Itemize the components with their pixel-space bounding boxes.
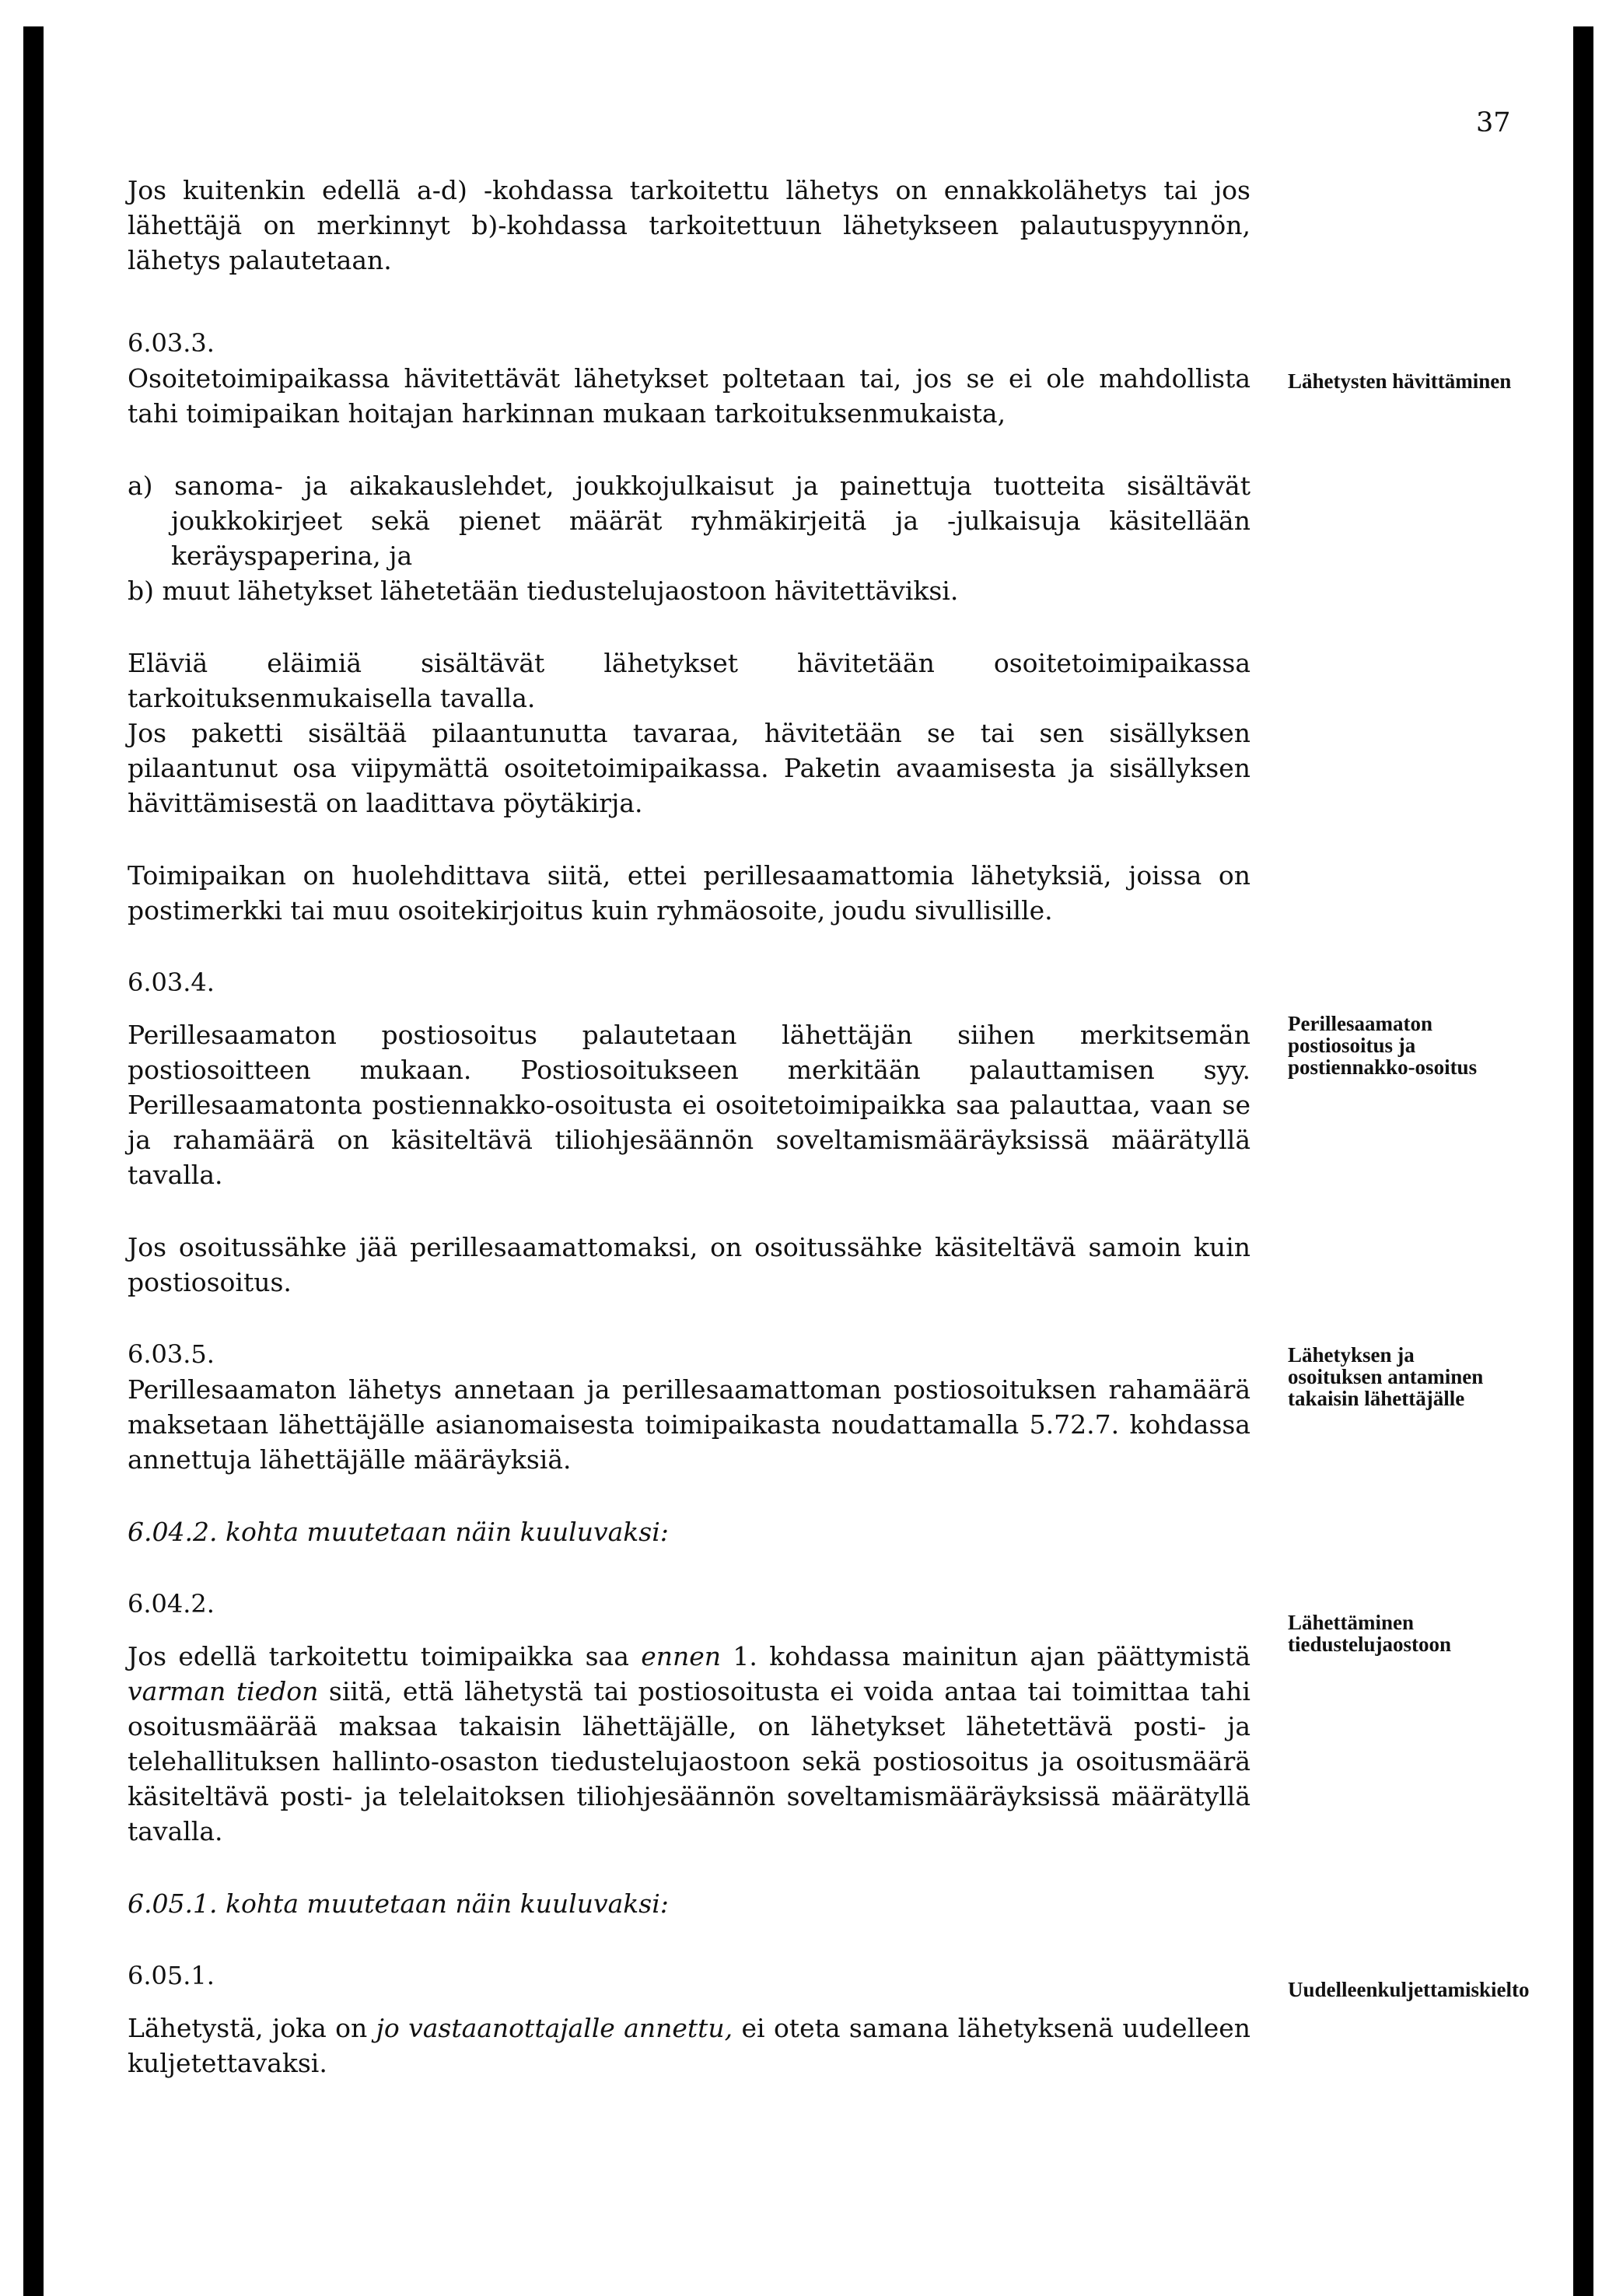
section-number-6-03-5: 6.03.5.	[128, 1339, 215, 1369]
document-body	[128, 173, 1250, 2081]
change-note-6-04-2-text: 6.04.2. kohta muutetaan näin kuuluvaksi:	[128, 1517, 669, 1547]
left-border-bar	[23, 26, 44, 2296]
margin-note-lahettaminen: Lähettäminen tiedustelujaostoon	[1288, 1611, 1452, 1656]
section-6-03-5-paragraph: Perillesaamaton lähetys annetaan ja perillesaamattoman postiosoituksen rahamäärä maksetaan lähettäjälle asianomaisesta toimipaikasta noudattamalla 5.72.7. kohdassa annettuja lähettäjälle määräyksiä.	[128, 1374, 1250, 1475]
section-6-05-1-paragraph	[128, 2011, 1250, 2081]
emphasis-varman-tiedon: varman tiedon	[128, 1676, 319, 1706]
emphasis-jo-vastaanottajalle-annettu: jo vastaanottajalle annettu,	[376, 2013, 733, 2043]
margin-note-lahetyksen-antaminen: Lähetyksen ja osoituksen antaminen takaisin lähettäjälle	[1288, 1343, 1484, 1410]
section-6-03-3-paragraph-2: Eläviä eläimiä sisältävät lähetykset hävitetään osoitetoimipaikassa tarkoituksenmukaisella tavalla.	[128, 648, 1250, 713]
intro-paragraph: Jos kuitenkin edellä a-d) -kohdassa tarkoitettu lähetys on ennakkolähetys tai jos lähettäjä on merkinnyt b)-kohdassa tarkoitettuun lähetykseen palautuspyynnön, lähetys palautetaan.	[128, 175, 1250, 275]
list-item-b: b) muut lähetykset lähetetään tiedustelujaostoon hävitettäviksi.	[128, 576, 959, 606]
list-item-a: a) sanoma- ja aikakauslehdet, joukkojulkaisut ja painettuja tuotteita sisältävät joukkokirjeet sekä pienet määrät ryhmäkirjeitä ja -julkaisuja käsitellään keräyspaperina, ja	[128, 471, 1250, 571]
section-number-6-05-1: 6.05.1.	[128, 1961, 215, 1990]
text-run: ei oteta samana lähetyksenä uudelleen kuljetettavaksi.	[128, 2013, 1251, 2078]
section-6-03-3-paragraph-4: Toimipaikan on huolehdittava siitä, ettei perillesaamattomia lähetyksiä, joissa on postimerkki tai muu osoitekirjoitus kuin ryhmäosoite, joudu sivullisille.	[128, 860, 1250, 926]
text-run: Lähetystä, joka on	[128, 2013, 376, 2043]
emphasis-ennen: ennen	[641, 1641, 722, 1671]
section-6-03-3-paragraph-3: Jos paketti sisältää pilaantunutta tavaraa, hävitetään se tai sen sisällyksen pilaantunut osa viipymättä osoitetoimipaikassa. Paketin avaamisesta ja sisällyksen hävittämisestä on laadittava pöytäkirja.	[128, 718, 1250, 818]
section-number-6-04-2: 6.04.2.	[128, 1589, 215, 1619]
text-run: siitä, että lähetystä tai postiosoitusta ei voida antaa tai toimittaa tahi osoitusmäärää maksaa takaisin lähettäjälle, on lähetykset lähetettävä posti- ja telehallituksen hallinto-osaston tiedustelujaostoon sekä postiosoitus ja osoitusmäärä käsiteltävä posti- ja telelaitoksen tiliohjesäännön soveltamismääräyksissä määrätyllä tavalla.	[128, 1676, 1250, 1846]
margin-note-havittaminen: Lähetysten hävittäminen	[1288, 369, 1512, 393]
section-6-04-2-paragraph	[128, 1639, 1250, 1849]
text-run: Jos edellä tarkoitettu toimipaikka saa	[128, 1641, 642, 1671]
margin-note-uudelleenkuljettamiskielto: Uudelleenkuljettamiskielto	[1288, 1978, 1530, 2001]
section-number-6-03-4: 6.03.4.	[128, 968, 215, 997]
page-number: 37	[1476, 107, 1511, 138]
change-note-6-05-1	[128, 1886, 1250, 1921]
text-run: 1. kohdassa mainitun ajan päättymistä	[721, 1641, 1250, 1671]
margin-note-perillesaamaton-postiosoitus: Perillesaamaton postiosoitus ja postiennakko-osoitus	[1288, 1012, 1478, 1079]
section-6-03-4-paragraph: Perillesaamaton postiosoitus palautetaan lähettäjän siihen merkitsemän postiosoitteen mukaan. Postiosoitukseen merkitään palauttamisen syy. Perillesaamatonta postiennakko-osoitusta ei osoitetoimipaikka saa palauttaa, vaan se ja rahamäärä on käsiteltävä tiliohjesäännön soveltamismääräyksissä määrätyllä tavalla.	[128, 1020, 1250, 1190]
change-note-6-05-1-text: 6.05.1. kohta muutetaan näin kuuluvaksi:	[128, 1888, 669, 1919]
section-number-6-03-3: 6.03.3.	[128, 328, 215, 358]
right-border-bar	[1573, 26, 1593, 2296]
section-6-03-4-paragraph-2: Jos osoitussähke jää perillesaamattomaksi, on osoitussähke käsiteltävä samoin kuin postiosoitus.	[128, 1232, 1250, 1297]
section-6-03-3-paragraph: Osoitetoimipaikassa hävitettävät lähetykset poltetaan tai, jos se ei ole mahdollista tahi toimipaikan hoitajan harkinnan mukaan tarkoituksenmukaista,	[128, 363, 1250, 429]
change-note-6-04-2	[128, 1514, 1250, 1549]
